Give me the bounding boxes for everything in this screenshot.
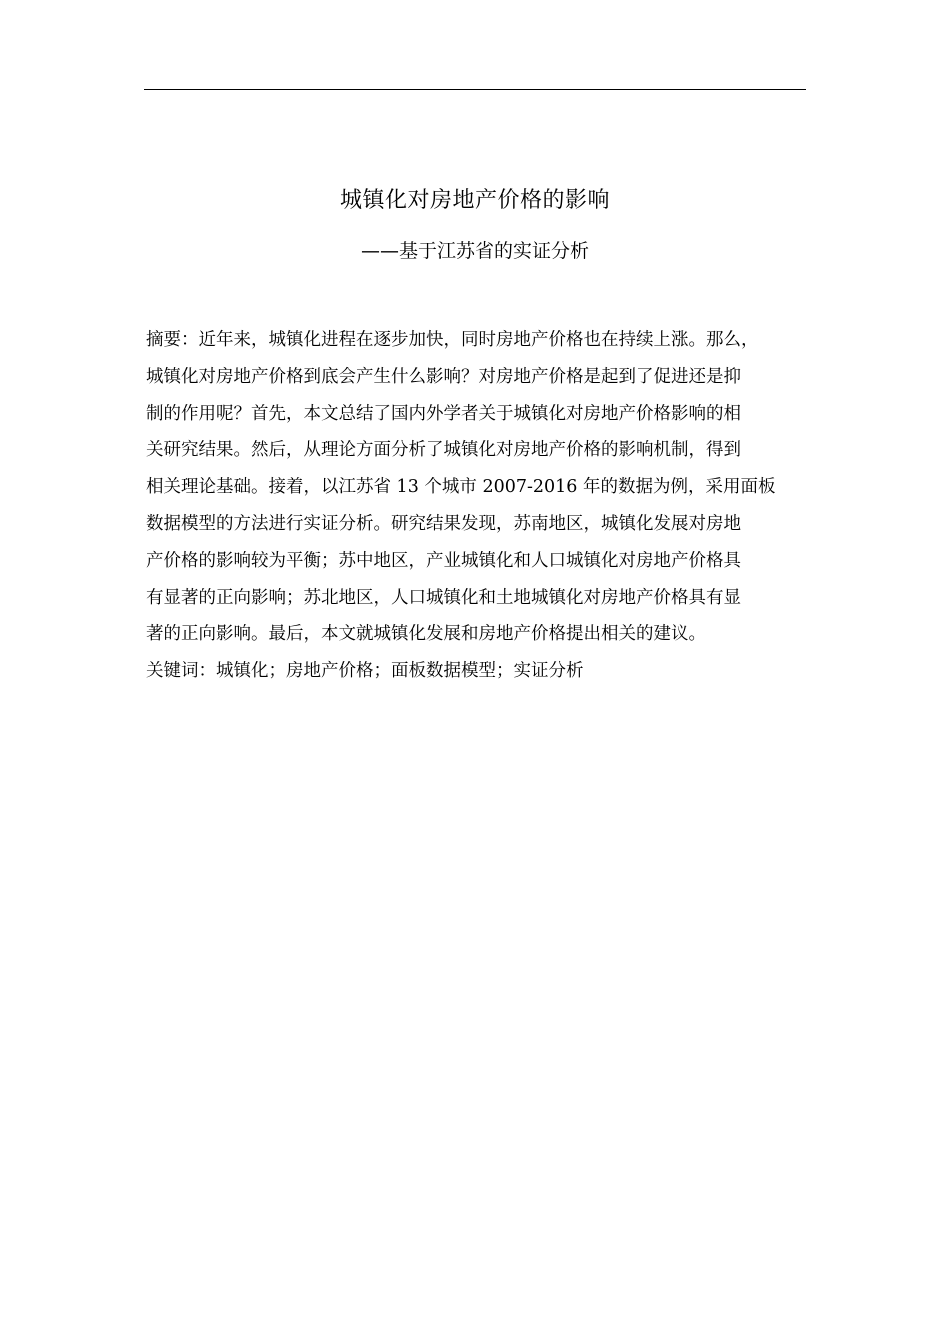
page-subtitle: ——基于江苏省的实证分析: [360, 240, 589, 262]
abstract-line-text: 近年来，城镇化进程在逐步加快，同时房地产价格也在持续上涨。那么，: [198, 330, 759, 350]
abstract-line: 有显著的正向影响；苏北地区，人口城镇化和土地城镇化对房地产价格具有显: [146, 587, 741, 608]
abstract-line: [146, 322, 826, 359]
abstract-line: 制的作用呢？首先，本文总结了国内外学者关于城镇化对房地产价格影响的相: [146, 403, 741, 424]
abstract-line: 城镇化对房地产价格到底会产生什么影响？对房地产价格是起到了促进还是抑: [146, 366, 741, 387]
abstract-line: 产价格的影响较为平衡；苏中地区，产业城镇化和人口城镇化对房地产价格具: [146, 550, 741, 571]
header-rule: [144, 89, 806, 90]
abstract-line: 关研究结果。然后，从理论方面分析了城镇化对房地产价格的影响机制，得到: [146, 440, 741, 461]
page-title: 城镇化对房地产价格的影响: [339, 188, 610, 213]
abstract-block: [146, 322, 826, 653]
abstract-label: 摘要：: [146, 330, 199, 350]
abstract-line: 数据模型的方法进行实证分析。研究结果发现，苏南地区，城镇化发展对房地: [146, 513, 741, 534]
abstract-line: 著的正向影响。最后，本文就城镇化发展和房地产价格提出相关的建议。: [146, 624, 706, 645]
keywords-label: 关键词：: [146, 661, 216, 681]
abstract-line: 相关理论基础。接着，以江苏省 13 个城市 2007-2016 年的数据为例，采用面板: [146, 477, 776, 498]
keywords-line: [146, 653, 584, 689]
keywords-text: 城镇化；房地产价格；面板数据模型；实证分析: [216, 661, 584, 681]
